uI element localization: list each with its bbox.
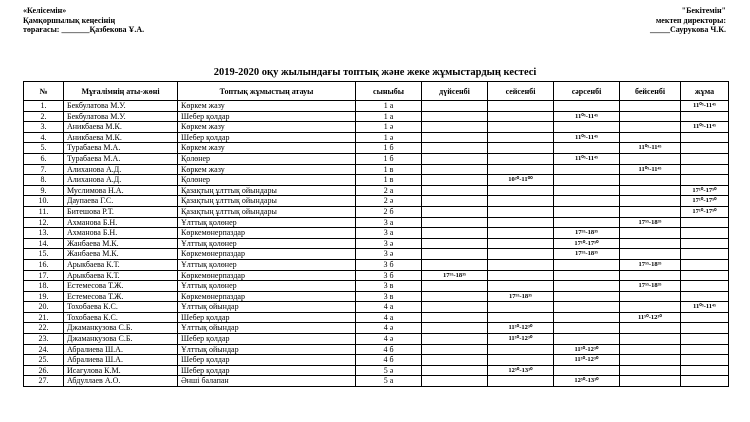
monday-time [422,175,488,186]
approval-right-line-1: "Бекітемін" [681,6,726,15]
teacher-name: Турабаева М.А. [64,153,178,164]
tuesday-time [488,344,554,355]
teacher-name: Бекбулатова М.У. [64,101,178,112]
friday-time: 11⁰⁵-11⁴⁵ [681,122,729,133]
column-header-class: сыныбы [356,82,422,101]
activity-name: Шебер қолдар [178,132,356,143]
approval-right-line-2: мектеп директоры: [655,15,726,25]
approval-left-line-2: Қамқоршылық кеңесінің [23,15,116,25]
class-name: 2 а [356,185,422,196]
activity-name: Көркемөнерпаздар [178,291,356,302]
row-number: 1. [24,101,64,112]
table-row [24,312,729,323]
wednesday-time [554,334,620,345]
thursday-time: 11⁵⁰-12³⁰ [620,312,681,323]
activity-name: Ұлттық қолөнер [178,217,356,228]
friday-time [681,238,729,249]
table-row [24,217,729,228]
column-header-thursday: бейсенбі [620,82,681,101]
row-number: 27. [24,376,64,387]
class-name: 1 ә [356,122,422,133]
teacher-name: Тохобаева К.С. [64,312,178,323]
activity-name: Шебер қолдар [178,355,356,366]
wednesday-time [554,259,620,270]
thursday-time [620,365,681,376]
activity-name: Көркем жазу [178,143,356,154]
class-name: 4 ә [356,323,422,334]
activity-name: Ұлттық ойындар [178,323,356,334]
table-row [24,101,729,112]
thursday-time [620,334,681,345]
friday-time [681,217,729,228]
wednesday-time [554,206,620,217]
thursday-time: 17⁵⁵-18³⁵ [620,281,681,292]
wednesday-time [554,217,620,228]
wednesday-time [554,312,620,323]
tuesday-time: 11⁵⁰-12³⁰ [488,334,554,345]
class-name: 1 ә [356,132,422,143]
approval-left-line-1: «Келісемін» [23,6,67,15]
class-name: 1 б [356,143,422,154]
monday-time [422,302,488,313]
class-name: 3 ә [356,238,422,249]
table-row [24,334,729,345]
monday-time [422,323,488,334]
thursday-time [620,122,681,133]
teacher-name: Жанбаева М.К. [64,238,178,249]
row-number: 12. [24,217,64,228]
approval-right-line-3: _____Саурукова Ч.К. [649,25,726,34]
thursday-time [620,228,681,239]
friday-time: 11⁰⁵-11⁴⁵ [681,101,729,112]
activity-name: Ұлттық қолөнер [178,259,356,270]
class-name: 4 а [356,312,422,323]
row-number: 20. [24,302,64,313]
wednesday-time: 11⁵⁰-12³⁰ [554,344,620,355]
row-number: 15. [24,249,64,260]
teacher-name: Алиханова А.Д. [64,164,178,175]
column-header-activity: Топтық жұмыстың атауы [178,82,356,101]
document-title: 2019-2020 оқу жылындағы топтық және жеке жұмыстардың кестесі [213,67,537,78]
table-row [24,344,729,355]
table-row [24,132,729,143]
activity-name: Көркемөнерпаздар [178,228,356,239]
teacher-name: Турабаева М.А. [64,143,178,154]
column-header-monday: дүйсенбі [422,82,488,101]
column-header-tuesday: сейсенбі [488,82,554,101]
teacher-name: Тохобаева К.С. [64,302,178,313]
table-row [24,185,729,196]
activity-name: Әнші балапан [178,376,356,387]
teacher-name: Алиханова А.Д. [64,175,178,186]
monday-time [422,365,488,376]
activity-name: Ұлттық қолөнер [178,281,356,292]
monday-time [422,132,488,143]
table-row [24,111,729,122]
thursday-time: 17⁵⁵-18³⁵ [620,259,681,270]
class-name: 3 а [356,228,422,239]
friday-time: 17¹⁰-17⁵⁰ [681,196,729,207]
class-name: 3 ә [356,249,422,260]
class-name: 3 б [356,259,422,270]
column-header-number: № [24,82,64,101]
monday-time [422,334,488,345]
approval-block-left [23,6,144,35]
activity-name: Ұлттық қолөнер [178,238,356,249]
tuesday-time: 17⁵⁵-18³⁵ [488,291,554,302]
teacher-name: Абралиева Ш.А. [64,355,178,366]
teacher-name: Абралиева Ш.А. [64,344,178,355]
thursday-time [620,291,681,302]
class-name: 2 б [356,206,422,217]
monday-time [422,101,488,112]
teacher-name: Естемесова Т.Ж. [64,291,178,302]
tuesday-time [488,281,554,292]
row-number: 22. [24,323,64,334]
table-row [24,259,729,270]
tuesday-time: 10²⁰-11⁰⁰ [488,175,554,186]
tuesday-time [488,111,554,122]
table-row [24,238,729,249]
teacher-name: Исагулова К.М. [64,365,178,376]
wednesday-time [554,323,620,334]
wednesday-time: 11⁵⁰-12³⁰ [554,355,620,366]
activity-name: Қолөнер [178,153,356,164]
teacher-name: Муслимова Н.А. [64,185,178,196]
wednesday-time [554,175,620,186]
activity-name: Шебер қолдар [178,365,356,376]
friday-time [681,291,729,302]
activity-name: Көркем жазу [178,164,356,175]
wednesday-time: 17¹⁰-17⁵⁰ [554,238,620,249]
activity-name: Қазақтың ұлттық ойындары [178,185,356,196]
monday-time [422,206,488,217]
monday-time [422,376,488,387]
tuesday-time: 11⁵⁰-12³⁰ [488,323,554,334]
tuesday-time [488,355,554,366]
thursday-time [620,132,681,143]
table-row [24,206,729,217]
row-number: 5. [24,143,64,154]
class-name: 5 ә [356,365,422,376]
table-row [24,153,729,164]
wednesday-time [554,101,620,112]
row-number: 8. [24,175,64,186]
row-number: 10. [24,196,64,207]
table-row [24,281,729,292]
thursday-time [620,355,681,366]
friday-time [681,365,729,376]
monday-time [422,111,488,122]
teacher-name: Арыкбаева К.Т. [64,270,178,281]
class-name: 1 а [356,101,422,112]
friday-time: 11⁰⁵-11⁴⁵ [681,302,729,313]
monday-time [422,185,488,196]
class-name: 2 ә [356,196,422,207]
row-number: 13. [24,228,64,239]
thursday-time [620,196,681,207]
table-row [24,164,729,175]
tuesday-time [488,312,554,323]
thursday-time [620,344,681,355]
row-number: 9. [24,185,64,196]
monday-time [422,217,488,228]
wednesday-time [554,122,620,133]
wednesday-time: 17⁵⁵-18³⁵ [554,228,620,239]
friday-time [681,270,729,281]
row-number: 2. [24,111,64,122]
row-number: 7. [24,164,64,175]
table-row [24,196,729,207]
tuesday-time [488,238,554,249]
row-number: 24. [24,344,64,355]
column-header-friday: жұма [681,82,729,101]
table-row [24,228,729,239]
friday-time [681,249,729,260]
table-row [24,355,729,366]
teacher-name: Ахманова Б.Н. [64,217,178,228]
table-header-row [24,82,729,101]
activity-name: Көркемөнерпаздар [178,249,356,260]
friday-time [681,376,729,387]
row-number: 16. [24,259,64,270]
table-row [24,249,729,260]
activity-name: Көркем жазу [178,122,356,133]
table-row [24,175,729,186]
row-number: 18. [24,281,64,292]
thursday-time [620,323,681,334]
wednesday-time: 12⁵⁰-13³⁰ [554,376,620,387]
tuesday-time [488,270,554,281]
friday-time [681,344,729,355]
thursday-time [620,101,681,112]
table-row [24,323,729,334]
class-name: 5 а [356,376,422,387]
monday-time [422,122,488,133]
table-row [24,270,729,281]
monday-time [422,344,488,355]
class-name: 1 а [356,111,422,122]
activity-name: Көркем жазу [178,101,356,112]
row-number: 3. [24,122,64,133]
friday-time: 17¹⁰-17⁵⁰ [681,206,729,217]
wednesday-time [554,270,620,281]
column-header-teacher: Мұғалімнің аты-жөні [64,82,178,101]
table-row [24,365,729,376]
row-number: 19. [24,291,64,302]
thursday-time [620,206,681,217]
teacher-name: Жанбаева М.К. [64,249,178,260]
thursday-time [620,302,681,313]
thursday-time: 11⁰⁵-11⁴⁵ [620,143,681,154]
tuesday-time [488,164,554,175]
tuesday-time: 12⁵⁰-13³⁰ [488,365,554,376]
wednesday-time: 17⁵⁵-18³⁵ [554,249,620,260]
activity-name: Қазақтың ұлттық ойындары [178,196,356,207]
row-number: 23. [24,334,64,345]
thursday-time: 17⁵⁵-18³⁵ [620,217,681,228]
tuesday-time [488,196,554,207]
wednesday-time [554,185,620,196]
wednesday-time [554,302,620,313]
column-header-wednesday: сәрсенбі [554,82,620,101]
teacher-name: Арыкбаева К.Т. [64,259,178,270]
activity-name: Шебер қолдар [178,111,356,122]
table-row [24,122,729,133]
wednesday-time [554,143,620,154]
thursday-time [620,270,681,281]
thursday-time [620,249,681,260]
monday-time [422,153,488,164]
friday-time [681,334,729,345]
class-name: 1 в [356,164,422,175]
tuesday-time [488,206,554,217]
monday-time: 17⁵⁵-18³⁵ [422,270,488,281]
row-number: 21. [24,312,64,323]
activity-name: Ұлттық ойындар [178,302,356,313]
wednesday-time: 11⁰⁵-11⁴⁵ [554,111,620,122]
approval-block-right [650,6,726,35]
tuesday-time [488,153,554,164]
monday-time [422,196,488,207]
tuesday-time [488,122,554,133]
activity-name: Шебер қолдар [178,334,356,345]
friday-time [681,153,729,164]
friday-time: 17¹⁰-17⁵⁰ [681,185,729,196]
class-name: 1 б [356,153,422,164]
class-name: 3 в [356,281,422,292]
class-name: 4 б [356,355,422,366]
activity-name: Ұлттық ойындар [178,344,356,355]
monday-time [422,143,488,154]
class-name: 1 в [356,175,422,186]
monday-time [422,355,488,366]
row-number: 14. [24,238,64,249]
wednesday-time [554,365,620,376]
tuesday-time [488,217,554,228]
class-name: 4 ә [356,334,422,345]
row-number: 17. [24,270,64,281]
friday-time [681,111,729,122]
class-name: 4 а [356,302,422,313]
schedule-table [23,81,729,387]
wednesday-time: 11⁰⁵-11⁴⁵ [554,132,620,143]
wednesday-time [554,196,620,207]
tuesday-time [488,228,554,239]
teacher-name: Аникбаева М.К. [64,122,178,133]
table-row [24,291,729,302]
approval-left-line-3: төрағасы: _______Қазбекова Ұ.А. [23,25,145,34]
friday-time [681,323,729,334]
row-number: 6. [24,153,64,164]
friday-time [681,228,729,239]
wednesday-time [554,281,620,292]
wednesday-time: 11⁰⁵-11⁴⁵ [554,153,620,164]
monday-time [422,164,488,175]
tuesday-time [488,101,554,112]
teacher-name: Ахманова Б.Н. [64,228,178,239]
tuesday-time [488,132,554,143]
class-name: 3 б [356,270,422,281]
tuesday-time [488,259,554,270]
teacher-name: Аникбаева М.К. [64,132,178,143]
class-name: 4 б [356,344,422,355]
teacher-name: Джаманкузова С.Б. [64,334,178,345]
wednesday-time [554,164,620,175]
row-number: 25. [24,355,64,366]
table-row [24,143,729,154]
friday-time [681,132,729,143]
monday-time [422,312,488,323]
tuesday-time [488,185,554,196]
teacher-name: Бекбулатова М.У. [64,111,178,122]
teacher-name: Битешова Р.Т. [64,206,178,217]
friday-time [681,164,729,175]
thursday-time [620,153,681,164]
teacher-name: Джаманкузова С.Б. [64,323,178,334]
thursday-time: 11⁰⁵-11⁴⁵ [620,164,681,175]
monday-time [422,238,488,249]
friday-time [681,312,729,323]
activity-name: Қазақтың ұлттық ойындары [178,206,356,217]
tuesday-time [488,302,554,313]
thursday-time [620,185,681,196]
row-number: 4. [24,132,64,143]
teacher-name: Даупаева Г.С. [64,196,178,207]
thursday-time [620,111,681,122]
tuesday-time [488,249,554,260]
table-row [24,302,729,313]
monday-time [422,291,488,302]
friday-time [681,175,729,186]
tuesday-time [488,376,554,387]
activity-name: Шебер қолдар [178,312,356,323]
friday-time [681,355,729,366]
schedule-table-body [24,101,729,387]
teacher-name: Абдуллаев А.О. [64,376,178,387]
row-number: 11. [24,206,64,217]
row-number: 26. [24,365,64,376]
wednesday-time [554,291,620,302]
class-name: 3 в [356,291,422,302]
monday-time [422,259,488,270]
table-row [24,376,729,387]
tuesday-time [488,143,554,154]
teacher-name: Естемесова Т.Ж. [64,281,178,292]
thursday-time [620,238,681,249]
class-name: 3 а [356,217,422,228]
friday-time [681,143,729,154]
activity-name: Қолөнер [178,175,356,186]
thursday-time [620,175,681,186]
friday-time [681,281,729,292]
thursday-time [620,376,681,387]
monday-time [422,249,488,260]
monday-time [422,228,488,239]
friday-time [681,259,729,270]
activity-name: Көркемөнерпаздар [178,270,356,281]
monday-time [422,281,488,292]
